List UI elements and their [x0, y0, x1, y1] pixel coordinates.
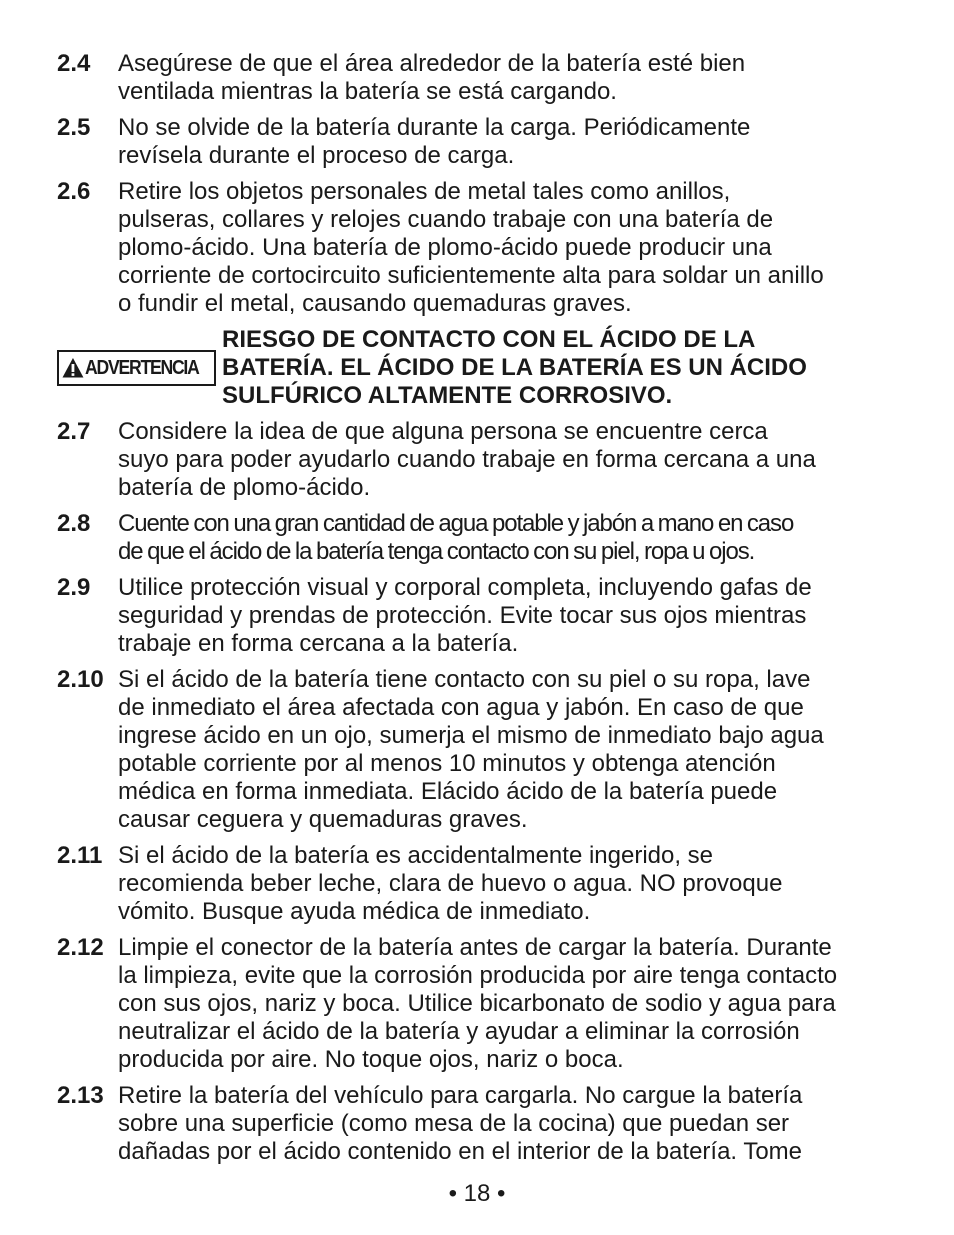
item-2-7 — [57, 418, 907, 502]
item-text: Considere la idea de que alguna persona se encuentre cerca suyo para poder ayudarlo cuando trabaje en forma cercana a una batería de plomo-ácido. — [118, 418, 816, 501]
item-2-9 — [57, 574, 907, 658]
item-2-8 — [57, 510, 907, 566]
item-number: 2.13 — [57, 1082, 104, 1109]
item-2-4 — [57, 50, 907, 106]
item-number: 2.5 — [57, 114, 91, 141]
item-number: 2.9 — [57, 574, 91, 601]
item-text: No se olvide de la batería durante la carga. Periódicamente revísela durante el proceso de carga. — [118, 114, 751, 169]
item-text: Utilice protección visual y corporal completa, incluyendo gafas de seguridad y prendas de protección. Evite tocar sus ojos mientras trabaje en forma cercana a la batería. — [118, 574, 812, 657]
item-2-6 — [57, 178, 907, 318]
item-text: Asegúrese de que el área alrededor de la batería esté bien ventilada mientras la batería se está cargando. — [118, 50, 746, 105]
manual-page — [57, 50, 907, 1174]
item-2-10 — [57, 666, 907, 834]
item-text: Si el ácido de la batería tiene contacto con su piel o su ropa, lave de inmediato el área afectada con agua y jabón. En caso de que ingrese ácido en un ojo, sumerja el mismo de inmediato bajo agua potable corriente por al menos 10 minutos y obtenga atención médica en forma inmediata. Elácido ácido de la batería puede causar ceguera y quemaduras graves. — [118, 666, 824, 833]
item-text: Retire la batería del vehículo para cargarla. No cargue la batería sobre una superficie (como mesa de la cocina) que puedan ser dañadas por el ácido contenido en el interior de la batería. Tome — [118, 1082, 803, 1165]
item-number: 2.11 — [57, 842, 103, 869]
warning-block — [57, 326, 907, 410]
item-text: Si el ácido de la batería es accidentalmente ingerido, se recomienda beber leche, clara de huevo o agua. NO provoque vómito. Busque ayuda médica de inmediato. — [118, 842, 783, 925]
item-number: 2.8 — [57, 510, 91, 537]
item-2-11 — [57, 842, 907, 926]
warning-triangle-icon — [62, 357, 84, 379]
item-2-13 — [57, 1082, 907, 1166]
warning-label: ADVERTENCIA — [84, 357, 199, 379]
item-text: Limpie el conector de la batería antes de cargar la batería. Durante la limpieza, evite que la corrosión producida por aire tenga contacto con sus ojos, nariz y boca. Utilice bicarbonato de sodio y agua para neutralizar el ácido de la batería y ayudar a eliminar la corrosión producida por aire. No toque ojos, nariz o boca. — [118, 934, 838, 1073]
warning-badge — [57, 350, 216, 386]
item-number: 2.6 — [57, 178, 91, 205]
item-number: 2.12 — [57, 934, 104, 961]
item-text: Cuente con una gran cantidad de agua potable y jabón a mano en caso de que el ácido de la batería tenga contacto con su piel, ropa u ojos. — [118, 510, 794, 565]
item-number: 2.4 — [57, 50, 91, 77]
warning-text: RIESGO DE CONTACTO CON EL ÁCIDO DE LA BATERÍA. EL ÁCIDO DE LA BATERÍA ES UN ÁCIDO SULFÚRICO ALTAMENTE CORROSIVO. — [222, 326, 807, 409]
item-2-12 — [57, 934, 907, 1074]
page-number: • 18 • — [448, 1180, 506, 1207]
item-number: 2.10 — [57, 666, 104, 693]
item-number: 2.7 — [57, 418, 91, 445]
item-2-5 — [57, 114, 907, 170]
item-text: Retire los objetos personales de metal tales como anillos, pulseras, collares y relojes cuando trabaje con una batería de plomo-ácido. Una batería de plomo-ácido puede producir una corriente de cortocircuito suficientemente alta para soldar un anillo o fundir el metal, causando quemaduras graves. — [118, 178, 824, 317]
